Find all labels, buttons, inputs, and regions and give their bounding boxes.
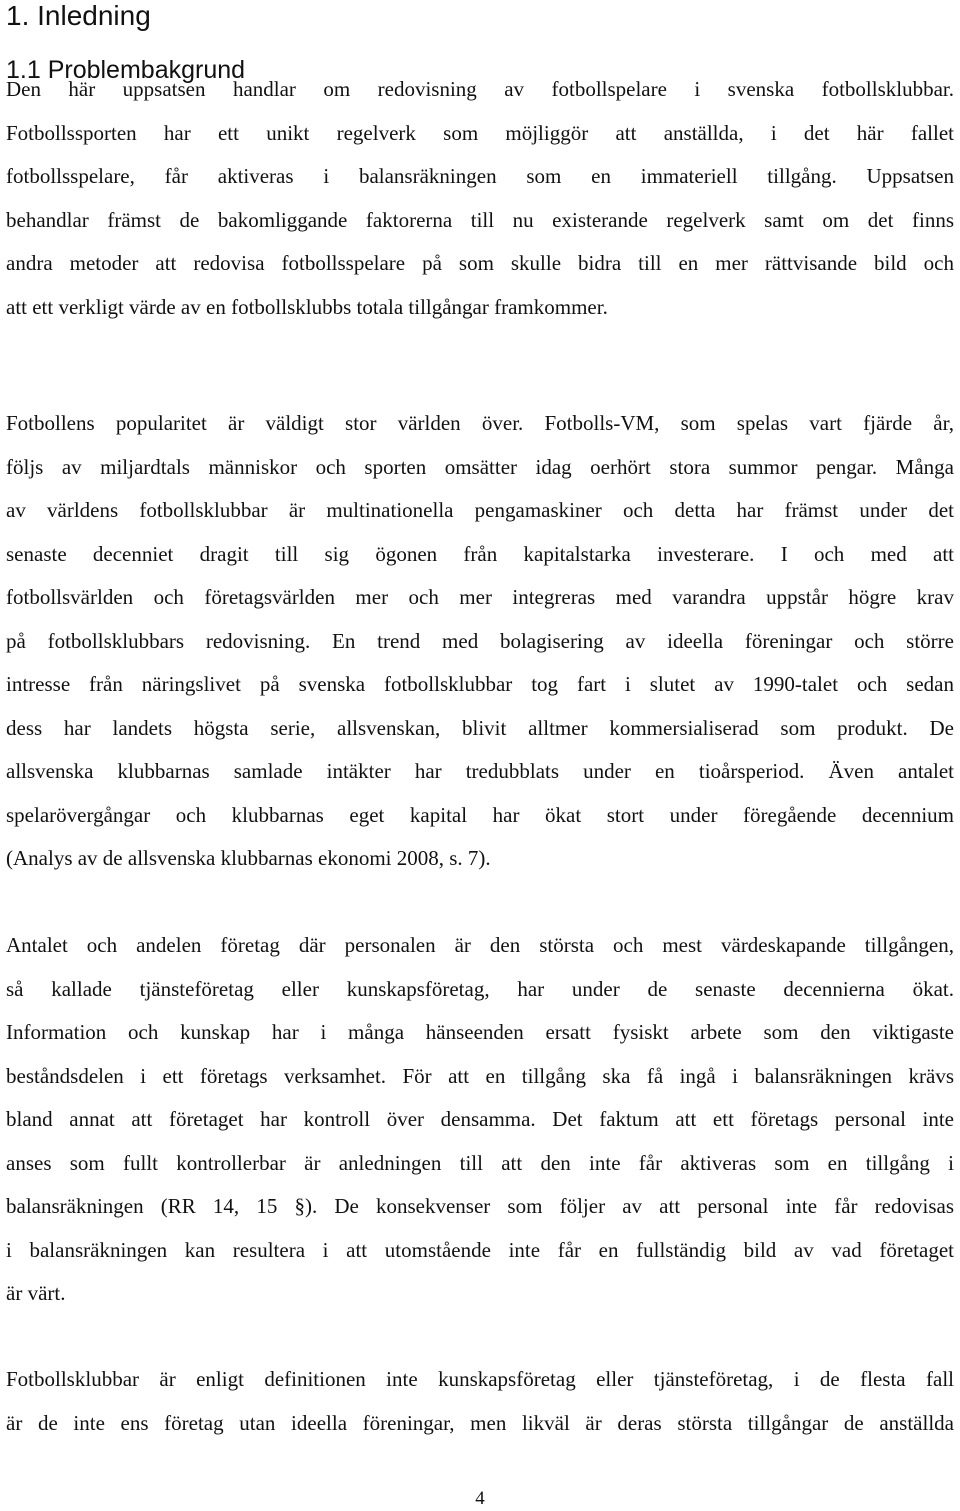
text-line: av världens fotbollsklubbar är multinationella pengamaskiner och detta har främst under det bbox=[6, 498, 954, 522]
paragraph bbox=[6, 924, 954, 1316]
chapter-heading: 1. Inledning bbox=[6, 0, 151, 31]
paragraph bbox=[6, 1358, 954, 1445]
text-line: Fotbollens popularitet är väldigt stor världen över. Fotbolls-VM, som spelas vart fjärde år, bbox=[6, 411, 954, 435]
text-line: dess har landets högsta serie, allsvenskan, blivit alltmer kommersialiserad som produkt. De bbox=[6, 715, 954, 740]
text-line: anses som fullt kontrollerbar är anledningen till att den inte får aktiveras som en tillgång i bbox=[6, 1150, 954, 1175]
page-number: 4 bbox=[475, 1488, 485, 1509]
text-line: balansräkningen (RR 14, 15 §). De konsekvenser som följer av att personal inte får redovisas bbox=[6, 1194, 954, 1218]
text-line: senaste decenniet dragit till sig ögonen från kapitalstarka investerare. I och med att bbox=[6, 541, 954, 566]
text-line: allsvenska klubbarnas samlade intäkter har tredubblats under en tioårsperiod. Även antalet bbox=[6, 759, 954, 783]
paragraph bbox=[6, 68, 954, 329]
text-line: bland annat att företaget har kontroll över densamma. Det faktum att ett företags personal inte bbox=[6, 1107, 954, 1131]
text-line: följs av miljardtals människor och sporten omsätter idag oerhört stora summor pengar. Många bbox=[6, 454, 954, 479]
text-line: Fotbollsklubbar är enligt definitionen inte kunskapsföretag eller tjänsteföretag, i de flesta fall bbox=[6, 1367, 954, 1391]
text-line: beståndsdelen i ett företags verksamhet. För att en tillgång ska få ingå i balansräkningen krävs bbox=[6, 1063, 954, 1088]
text-line: fotbollsvärlden och företagsvärlden mer och mer integreras med varandra uppstår högre krav bbox=[6, 585, 954, 609]
text-line: Antalet och andelen företag där personalen är den största och mest värdeskapande tillgången, bbox=[6, 933, 954, 957]
text-line: att ett verkligt värde av en fotbollsklubbs totala tillgångar framkommer. bbox=[6, 294, 608, 319]
text-line: i balansräkningen kan resultera i att utomstående inte får en fullständig bild av vad företaget bbox=[6, 1237, 954, 1262]
text-line: intresse från näringslivet på svenska fotbollsklubbar tog fart i slutet av 1990-talet och sedan bbox=[6, 672, 954, 696]
section-heading: 1.1 Problembakgrund bbox=[6, 56, 246, 84]
text-line: Fotbollssporten har ett unikt regelverk som möjliggör att anställda, i det här fallet bbox=[6, 120, 954, 145]
text-line: behandlar främst de bakomliggande faktorerna till nu existerande regelverk samt om det finns bbox=[6, 207, 954, 232]
text-line: Information och kunskap har i många hänseenden ersatt fysiskt arbete som den viktigaste bbox=[6, 1020, 954, 1044]
text-line: på fotbollsklubbars redovisning. En trend med bolagisering av ideella föreningar och större bbox=[6, 628, 954, 653]
text-line: så kallade tjänsteföretag eller kunskapsföretag, har under de senaste decennierna ökat. bbox=[6, 976, 954, 1001]
text-line: är värt. bbox=[6, 1281, 66, 1305]
paragraph bbox=[6, 402, 954, 881]
text-line: Den här uppsatsen handlar om redovisning av fotbollspelare i svenska fotbollsklubbar. bbox=[6, 77, 954, 101]
text-line: är de inte ens företag utan ideella föreningar, men likväl är deras största tillgångar de anställda bbox=[6, 1410, 954, 1435]
text-line: fotbollsspelare, får aktiveras i balansräkningen som en immateriell tillgång. Uppsatsen bbox=[6, 164, 954, 188]
text-line: andra metoder att redovisa fotbollsspelare på som skulle bidra till en mer rättvisande bild och bbox=[6, 251, 954, 275]
text-line: spelarövergångar och klubbarnas eget kapital har ökat stort under föregående decennium bbox=[6, 802, 954, 827]
text-line: (Analys av de allsvenska klubbarnas ekonomi 2008, s. 7). bbox=[6, 846, 491, 870]
